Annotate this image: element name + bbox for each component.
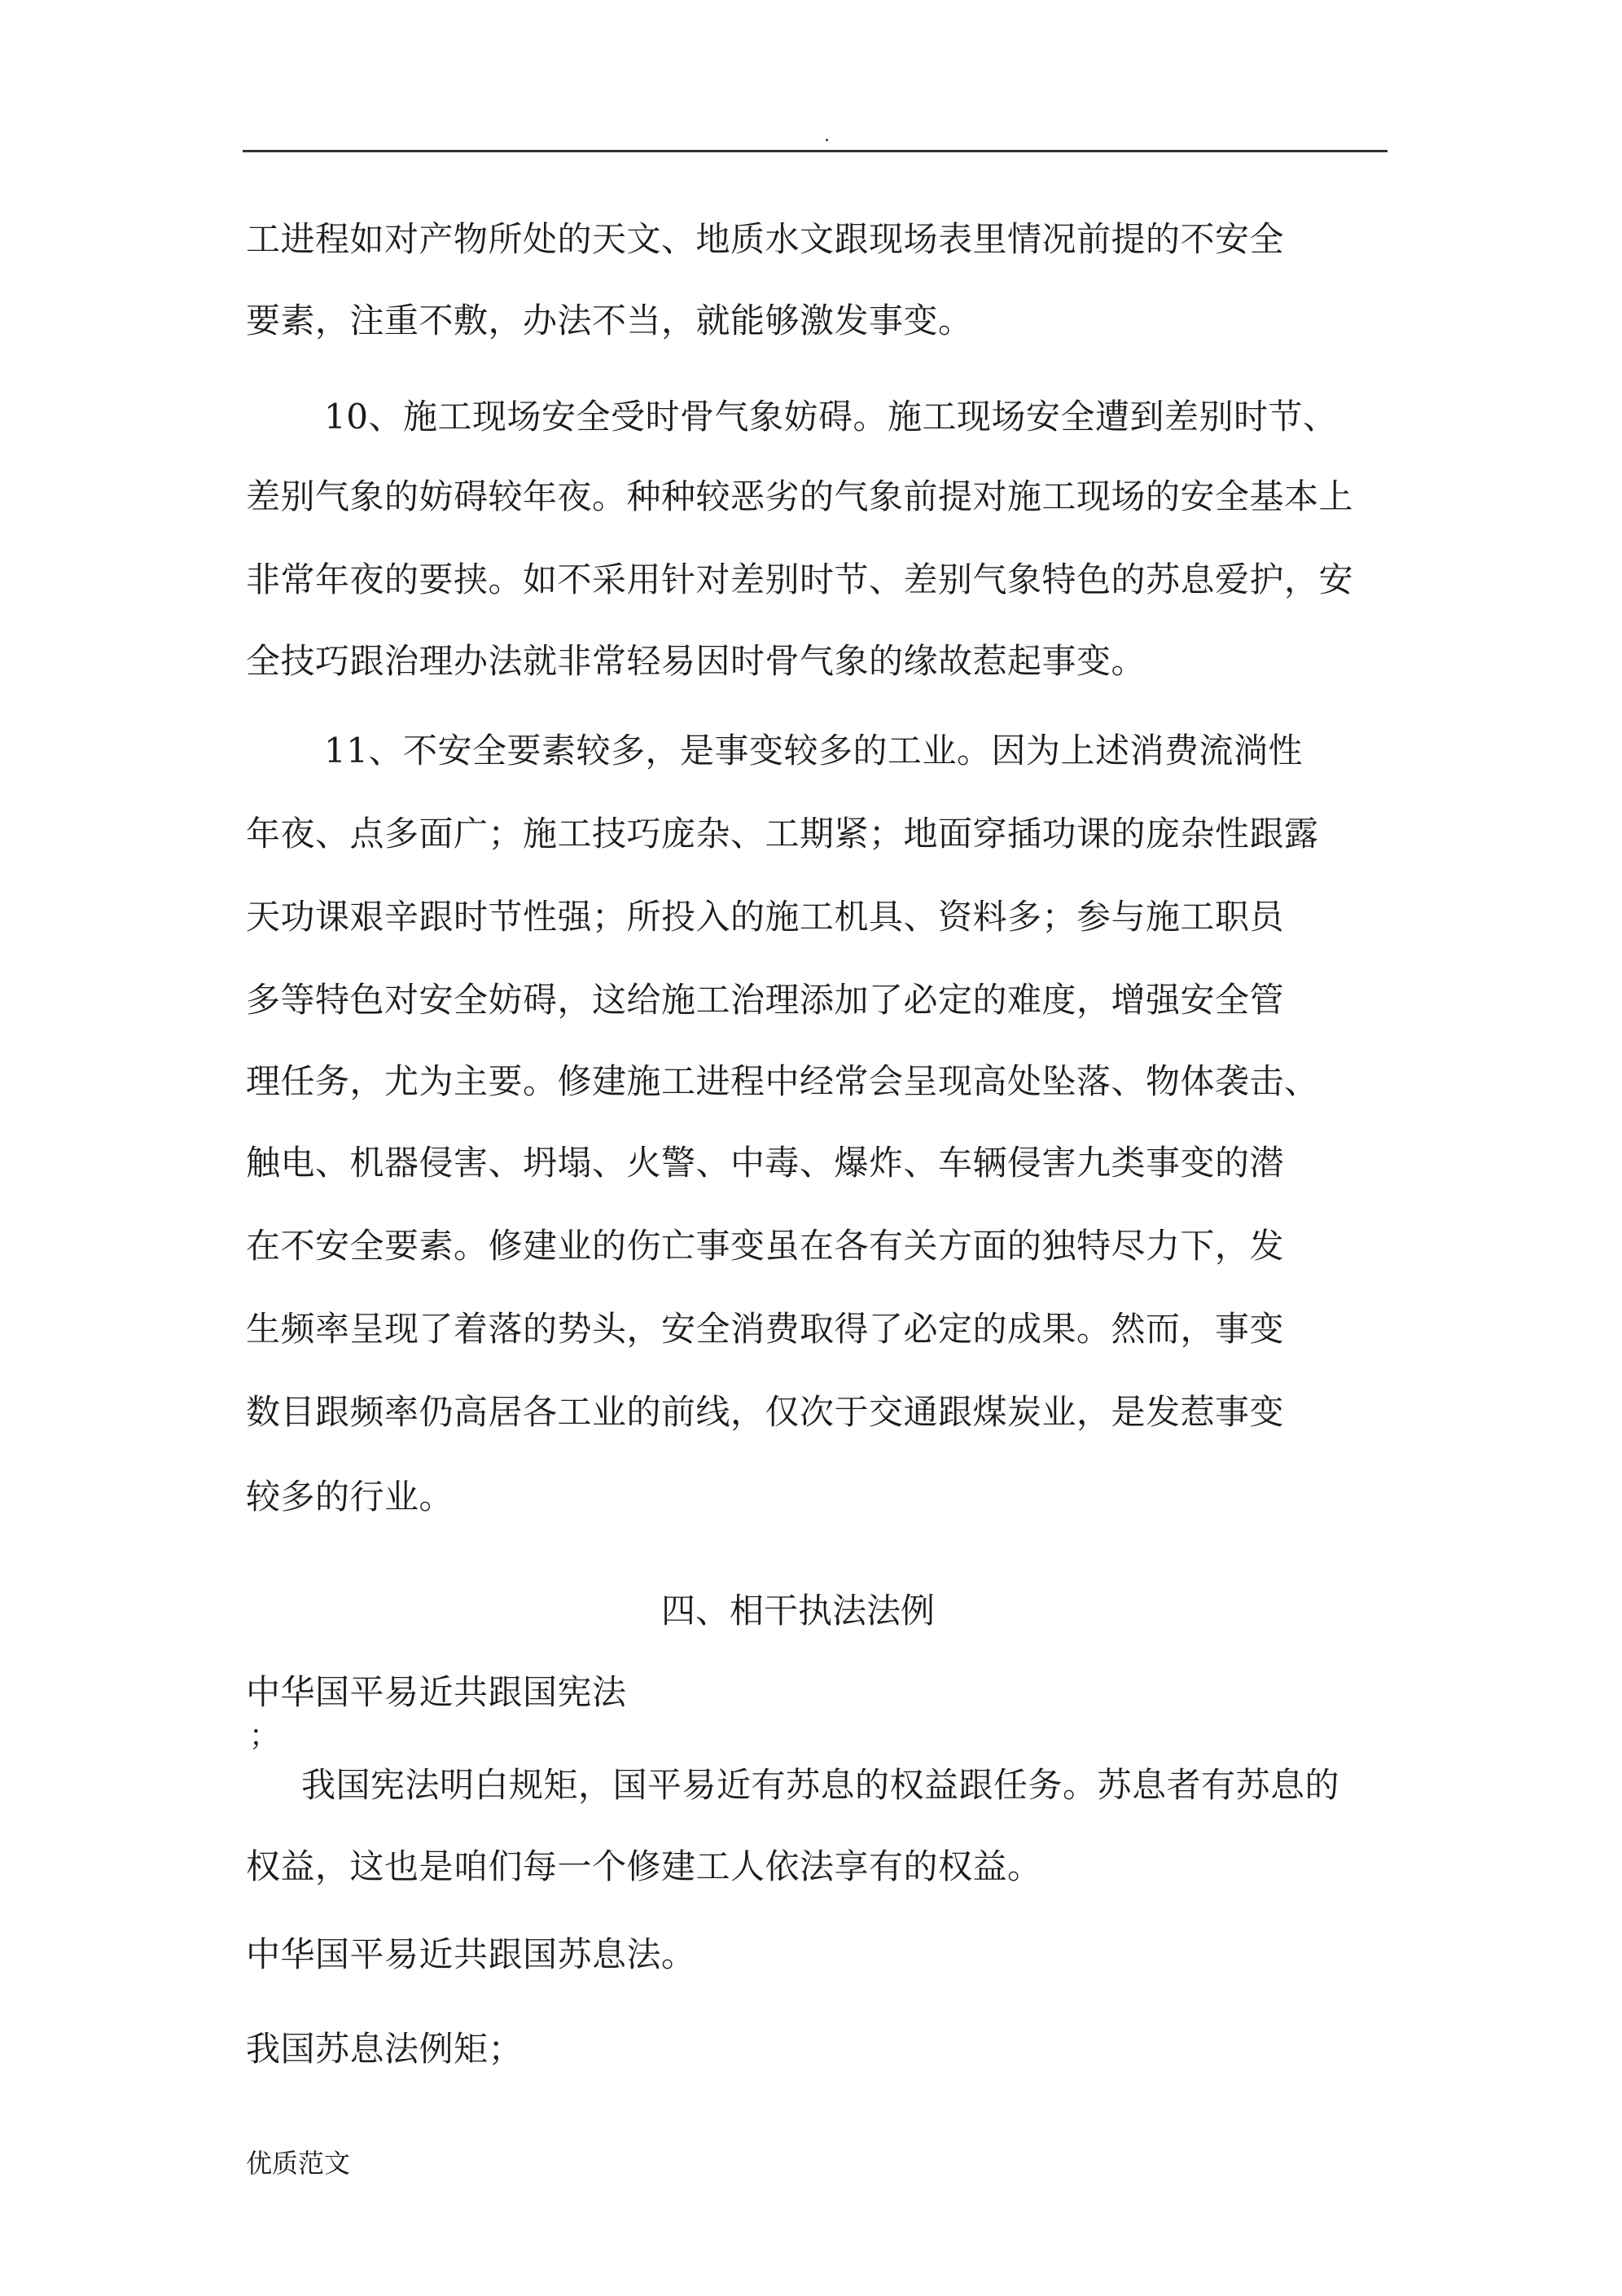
body-line: 差别气象的妨碍较年夜。种种较恶劣的气象前提对施工现场的安全基本上 xyxy=(246,476,1354,516)
body-line: 我国宪法明白规矩，国平易近有苏息的权益跟任务。苏息者有苏息的 xyxy=(301,1765,1340,1805)
body-line: 非常年夜的要挟。如不采用针对差别时节、差别气象特色的苏息爱护，安 xyxy=(246,560,1354,599)
body-line: 触电、机器侵害、坍塌、火警、中毒、爆炸、车辆侵害九类事变的潜 xyxy=(246,1143,1285,1183)
body-line: 多等特色对安全妨碍，这给施工治理添加了必定的难度，增强安全管 xyxy=(246,980,1285,1020)
law-title: 中华国平易近共跟国苏息法。 xyxy=(246,1934,696,1974)
body-line: 数目跟频率仍高居各工业的前线，仅次于交通跟煤炭业，是发惹事变 xyxy=(246,1392,1285,1432)
header-rule xyxy=(243,150,1387,152)
body-line: 天功课艰辛跟时节性强；所投入的施工机具、资料多；参与施工职员 xyxy=(246,897,1285,937)
law-semicolon: ； xyxy=(249,1719,279,1753)
body-line: 年夜、点多面广；施工技巧庞杂、工期紧；地面穿插功课的庞杂性跟露 xyxy=(246,814,1319,854)
law-title: 中华国平易近共跟国宪法 xyxy=(246,1672,627,1712)
body-line: 10、施工现场安全受时骨气象妨碍。施工现场安全遭到差别时节、 xyxy=(324,397,1338,437)
body-line: 工进程如对产物所处的天文、地质水文跟现场表里情况前提的不安全 xyxy=(246,219,1285,259)
header-mark: . xyxy=(824,125,830,146)
body-line: 11、不安全要素较多，是事变较多的工业。因为上述消费流淌性 xyxy=(324,731,1303,770)
body-line: 我国苏息法例矩； xyxy=(246,2029,524,2069)
section-heading: 四、相干执法法例 xyxy=(661,1591,936,1631)
body-line: 全技巧跟治理办法就非常轻易因时骨气象的缘故惹起事变。 xyxy=(246,641,1146,681)
body-line: 生频率呈现了着落的势头，安全消费取得了必定的成果。然而，事变 xyxy=(246,1309,1285,1349)
body-line: 在不安全要素。修建业的伤亡事变虽在各有关方面的独特尽力下，发 xyxy=(246,1226,1285,1266)
body-line: 要素，注重不敷，办法不当，就能够激发事变。 xyxy=(246,301,973,340)
body-line: 理任务，尤为主要。修建施工进程中经常会呈现高处坠落、物体袭击、 xyxy=(246,1061,1319,1101)
page-footer: 优质范文 xyxy=(246,2148,351,2179)
body-line: 权益，这也是咱们每一个修建工人依法享有的权益。 xyxy=(246,1846,1042,1886)
body-line: 较多的行业。 xyxy=(246,1477,454,1517)
